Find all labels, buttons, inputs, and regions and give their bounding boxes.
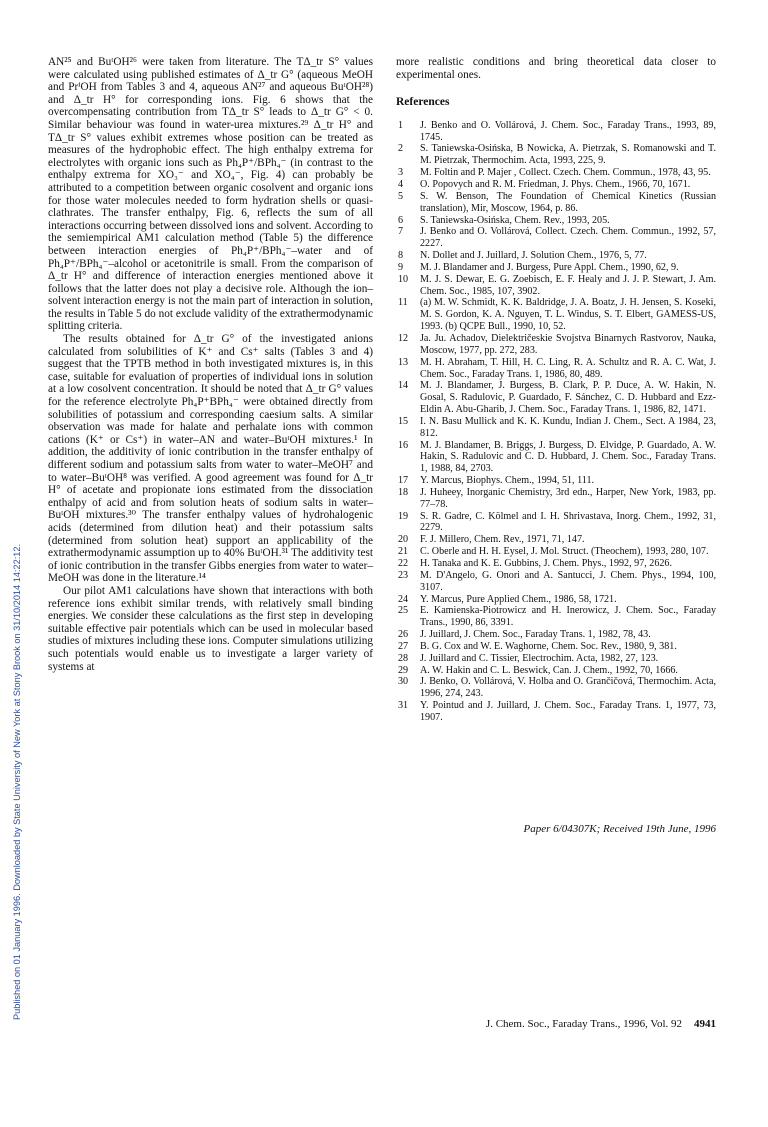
reference-number: 4 (398, 179, 404, 190)
reference-text: Y. Marcus, Pure Applied Chem., 1986, 58, 1721. (420, 593, 617, 605)
page-number: 4941 (694, 1018, 716, 1030)
reference-item (396, 641, 716, 653)
reference-item (396, 179, 716, 191)
reference-item (396, 629, 716, 641)
reference-number: 9 (398, 261, 404, 273)
reference-number: 21 (398, 546, 409, 558)
reference-text: J. Benko and O. Vollárová, J. Chem. Soc., Faraday Trans., 1993, 89, 1745. (420, 119, 716, 143)
reference-number: 29 (398, 664, 409, 676)
reference-number: 16 (398, 439, 409, 451)
reference-number: 19 (398, 510, 409, 522)
reference-number: 31 (398, 700, 409, 712)
reference-item (396, 357, 716, 381)
reference-text: J. Juillard and C. Tissier, Electrochim. Acta, 1982, 27, 123. (420, 652, 659, 664)
reference-number: 15 (398, 415, 409, 427)
body-paragraph-2: The results obtained for Δ_tr G° of the investigated anions calculated from solubilities of K⁺ and Cs⁺ salts (Tables 3 and 4) suggest that the TPTB method in both investigated mixtures is, in this case, suitable for evaluation of properties of individual ions in solution at a low cosolvent concentration. It should be noted that Δ_tr G° values for the reference electrolyte Ph₄P⁺BPh₄⁻ were obtained directly from solubilities of potassium and corresponding caesium salts. A similar observation was made for halate and perhalate ions with common cations (K⁺ or Cs⁺) in water–AN and water–BuᵗOH mixtures.¹ In addition, the additivity of ionic contribution in the transfer enthalpy of different sodium and potassium salts from water to water–MeOH⁷ and to water–BuᵗOH⁸ was verified. A good agreement was found for Δ_tr H° of acetate and propionate ions estimated from the dissociation enthalpy of acid and from solution heats of sodium salts in water–BuᵗOH mixtures.³⁰ The transfer enthalpy values of hydrohalogenic acids (determined from dilution heat) and their potassium salts (determined from solution heat) support an applicability of the extrathermodynamic assumption up to 40% BuᵗOH.³¹ The additivity test of ionic contribution in the transfer Gibbs energies from water to water–MeOH was done in the literature.¹⁴ (48, 333, 374, 585)
reference-item (396, 191, 716, 215)
reference-number: 18 (398, 486, 409, 498)
reference-number: 24 (398, 593, 409, 605)
left-text-column (48, 56, 373, 673)
reference-number: 5 (398, 190, 404, 202)
reference-item (396, 511, 716, 535)
reference-item (396, 558, 716, 570)
body-paragraph-3: Our pilot AM1 calculations have shown that interactions with both reference ions exhibit similar trends, with relatively small binding energies. We consider these calculations as the first step in developing suitable effective pair potentials which can be used in molecular based studies of mixtures including these ions. Computer simulations utilizing such potentials would enable us to investigate a larger variety of systems at (48, 584, 373, 673)
download-watermark-strip (0, 0, 24, 1127)
reference-number: 30 (398, 676, 409, 688)
reference-number: 14 (398, 380, 409, 392)
reference-text: H. Tanaka and K. E. Gubbins, J. Chem. Phys., 1992, 97, 2626. (420, 558, 672, 569)
reference-number: 22 (398, 558, 409, 569)
reference-item (396, 700, 716, 724)
reference-item (396, 262, 716, 274)
reference-item (396, 215, 716, 227)
reference-number: 2 (398, 143, 404, 155)
reference-number: 13 (398, 356, 409, 368)
reference-text: Ja. Ju. Achadov, Dielektričeskie Svojstva Binarnych Rastvorov, Nauka, Moscow, 1977, pp. 272, 283. (420, 332, 716, 356)
reference-number: 28 (398, 652, 409, 664)
reference-text: S. Taniewska-Osińska, Chem. Rev., 1993, 205. (420, 214, 610, 226)
body-paragraph-1: AN²⁵ and BuᵗOH²⁶ were taken from literature. The TΔ_tr S° values were calculated using published estimates of Δ_tr G° (aqueous MeOH and PrⁱOH from Tables 3 and 4, aqueous AN²⁷ and aqueous BuᵗOH²⁸) and Δ_tr H° for corresponding ions. Fig. 6 shows that the overcompensating contribution from TΔ_tr S° leads to Δ_tr G° < 0. Similar behaviour was found in water-urea mixtures.²⁹ Δ_tr H° and TΔ_tr S° values exhibit extremes whose position can be treated as measures of the hydrophobic effect. The high enthalpy extrema for electrolytes with organic ions such as Ph₄P⁺/BPh₄⁻ (in contrast to the enthalpy extrema for XO₃⁻ and XO₄⁻, Fig. 4) can probably be attributed to a competition between organic cosolvent and organic ions for those water molecules needed to form hydration shells or quasi-clathrates. The transfer enthalpy, Fig. 6, reflects the sum of all interactions occurring between dissolved ions and solvent. According to the semiempirical AM1 calculation method (Table 5) the difference between interaction energies of Ph₄P⁺/BPh₄⁻–water and of Ph₄P⁺/BPh₄⁻–alcohol or acetonitrile is small. From the comparison of Δ_tr H° and difference of interaction energies mentioned above it follows that the latter does not play a decisive role. Although the ion–solvent interaction energy is not the main part of interaction in solution, the results in Table 5 do not exclude validity of the extrathermodynamic splitting criteria. (48, 56, 373, 333)
reference-text: M. D'Angelo, G. Onori and A. Santucci, J. Chem. Phys., 1994, 100, 3107. (420, 569, 716, 593)
reference-text: I. N. Basu Mullick and K. K. Kundu, Indian J. Chem., Sect. A 1984, 23, 812. (420, 415, 716, 439)
reference-number: 26 (398, 629, 409, 641)
journal-citation: J. Chem. Soc., Faraday Trans., 1996, Vol. 92 (485, 1018, 682, 1030)
reference-item (396, 416, 716, 440)
references-heading: References (396, 96, 450, 109)
reference-item (396, 487, 716, 511)
reference-number: 8 (398, 250, 404, 262)
reference-text: N. Dollet and J. Juillard, J. Solution Chem., 1976, 5, 77. (420, 250, 647, 262)
reference-item (396, 475, 716, 487)
reference-text: J. Benko and O. Vollárová, Collect. Czech. Chem. Commun., 1992, 57, 2227. (420, 226, 716, 250)
reference-item (396, 440, 716, 476)
reference-number: 25 (398, 605, 409, 617)
reference-text: M. J. S. Dewar, E. G. Zoebisch, E. F. Healy and J. J. P. Stewart, J. Am. Chem. Soc., 1985, 107, 3902. (420, 273, 716, 297)
reference-item (396, 333, 716, 357)
reference-text: S. Taniewska-Osińska, B Nowicka, A. Pietrzak, S. Romanowski and T. M. Pietrzak, Thermochim. Acta, 1993, 225, 9. (420, 143, 716, 167)
reference-number: 6 (398, 214, 404, 226)
reference-number: 20 (398, 534, 409, 546)
reference-text: S. W. Benson, The Foundation of Chemical Kinetics (Russian translation), Mir, Moscow, 1964, p. 86. (420, 190, 716, 214)
reference-text: M. H. Abraham, T. Hill, H. C. Ling, R. A. Schultz and R. A. C. Wat, J. Chem. Soc., Faraday Trans. 1, 1986, 80, 489. (420, 356, 716, 380)
reference-item (396, 120, 716, 144)
reference-number: 17 (398, 475, 409, 487)
reference-text: C. Oberle and H. H. Eysel, J. Mol. Struct. (Theochem), 1993, 280, 107. (420, 546, 709, 558)
reference-text: J. Juillard, J. Chem. Soc., Faraday Trans. 1, 1982, 78, 43. (420, 629, 651, 641)
reference-item (396, 665, 716, 677)
reference-text: J. Benko, O. Vollárová, V. Holba and O. Grančičová, Thermochim. Acta, 1996, 274, 243. (420, 676, 716, 700)
reference-number: 3 (398, 167, 404, 179)
reference-number: 12 (398, 332, 409, 344)
reference-item (396, 546, 716, 558)
reference-item (396, 380, 716, 416)
reference-text: A. W. Hakin and C. L. Beswick, Can. J. Chem., 1992, 70, 1666. (420, 664, 678, 676)
reference-text: M. J. Blandamer, B. Briggs, J. Burgess, D. Elvidge, P. Guardado, A. W. Hakin, S. Radulovic and C. D. Hubbard, J. Chem. Soc., Faraday Trans. 1, 1988, 84, 2703. (420, 439, 716, 475)
reference-item (396, 594, 716, 606)
reference-item (396, 605, 716, 629)
reference-number: 1 (398, 119, 404, 131)
reference-text: (a) M. W. Schmidt, K. K. Baldridge, J. A. Boatz, J. H. Jensen, S. Koseki, M. S. Gordon, K. A. Nguyen, T. L. Windus, S. T. Elbert, GAMESS-US, 1993. (b) QCPE Bull., 1990, 10, 52. (420, 297, 716, 333)
reference-number: 11 (398, 297, 408, 309)
reference-item (396, 570, 716, 594)
reference-item (396, 534, 716, 546)
reference-item (396, 297, 716, 333)
reference-number: 7 (398, 226, 404, 238)
reference-item (396, 143, 716, 167)
reference-text: M. J. Blandamer, J. Burgess, B. Clark, P. P. Duce, A. W. Hakin, N. Gosal, S. Radulovic, P. Guardado, F. Sánchez, C. D. Hubbard and Ezz-Eldin A. Abu-Gharib, J. Chem. Soc., Faraday Trans. 1, 1986, 82, 1471. (420, 380, 716, 416)
reference-text: E. Kamienska-Piotrowicz and H. Inerowicz, J. Chem. Soc., Faraday Trans., 1990, 86, 3391. (420, 605, 716, 629)
reference-text: O. Popovych and R. M. Friedman, J. Phys. Chem., 1966, 70, 1671. (420, 179, 691, 190)
reference-text: J. Huheey, Inorganic Chemistry, 3rd edn., Harper, New York, 1983, pp. 77–78. (420, 486, 716, 510)
reference-number: 23 (398, 569, 409, 581)
reference-text: M. Foltin and P. Majer , Collect. Czech. Chem. Commun., 1978, 43, 95. (420, 167, 711, 179)
body-paragraph-continuation: more realistic conditions and bring theoretical data closer to experimental ones. (396, 56, 716, 81)
reference-item (396, 226, 716, 250)
page-footer (396, 1018, 716, 1030)
paper-received-line: Paper 6/04307K; Received 19th June, 1996 (523, 823, 716, 835)
reference-text: Y. Pointud and J. Juillard, J. Chem. Soc., Faraday Trans. 1, 1977, 73, 1907. (420, 700, 716, 723)
reference-text: M. J. Blandamer and J. Burgess, Pure Appl. Chem., 1990, 62, 9. (420, 261, 679, 273)
reference-item (396, 676, 716, 700)
reference-item (396, 250, 716, 262)
reference-text: B. G. Cox and W. E. Waghorne, Chem. Soc. Rev., 1980, 9, 381. (420, 640, 677, 652)
right-text-column (396, 56, 716, 724)
reference-text: Y. Marcus, Biophys. Chem., 1994, 51, 111. (420, 475, 595, 487)
reference-item (396, 274, 716, 298)
reference-item (396, 653, 716, 665)
reference-text: S. R. Gadre, C. Kölmel and I. H. Shrivastava, Inorg. Chem., 1992, 31, 2279. (420, 510, 716, 534)
download-watermark-text: Published on 01 January 1996. Downloaded by State University of New York at Stony Brook on 31/10/2014 14:22:12. (12, 543, 22, 1020)
references-list (396, 120, 716, 724)
reference-number: 10 (398, 273, 409, 285)
reference-item (396, 167, 716, 179)
reference-number: 27 (398, 640, 409, 652)
reference-text: F. J. Millero, Chem. Rev., 1971, 71, 147. (420, 534, 585, 546)
